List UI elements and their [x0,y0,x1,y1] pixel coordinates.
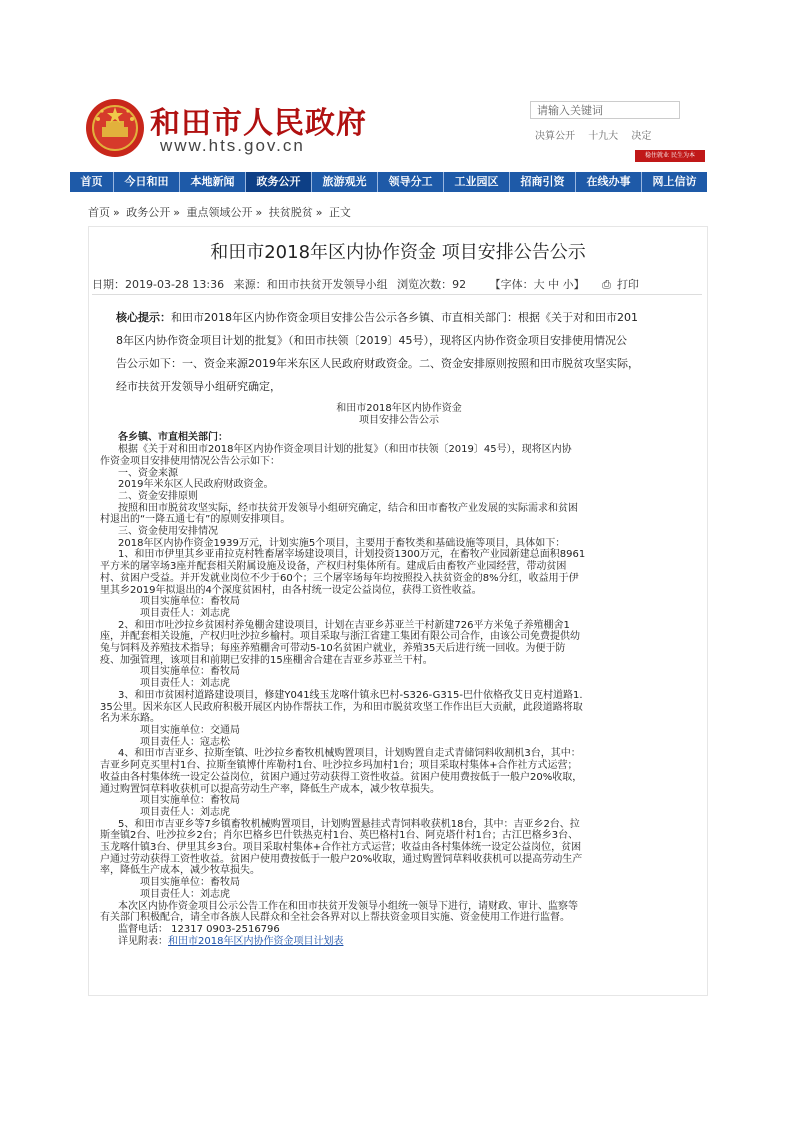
body-line: 项目责任人：刘志虎 [140,678,230,690]
body-line: 根据《关于对和田市2018年区内协作资金项目计划的批复》（和田市扶领〔2019〕45号），现将区内协 [118,444,572,456]
body-line: 3、和田市贫困村道路建设项目，修建Y041线玉龙喀什镇永巴村-S326-G315-巴什依格孜艾日克村道路1. [118,689,583,701]
divider [92,294,702,295]
font-size-selector[interactable]: 【字体：大 中 小】 [489,278,585,291]
search-input[interactable]: 请输入关键词 [530,101,680,119]
body-line: 斯奎镇2台、吐沙拉乡2台；肖尔巴格乡巴什铁热克村1台、英巴格村1台、阿克塔什村1台；古江巴格乡3台、 [100,830,579,842]
body-line: 5、和田市吉亚乡等7乡镇畜牧机械购置项目，计划购置悬挂式青饲料收获机18台，其中：吉亚乡2台、拉 [118,818,580,830]
breadcrumb-item: 正文 [328,206,351,219]
article-body [100,403,698,947]
body-line: 收益由各村集体统一设定公益岗位，贫困户通过劳动获得工资性收益。贫困户使用费按低于一般户20%收取， [100,771,583,783]
body-line: 项目责任人：刘志虎 [140,607,230,619]
body-line: 名为米东路。 [100,713,160,725]
body-line: 率，降低生产成本，减少牧草损失。 [100,865,260,877]
nav-item-petition[interactable]: 网上信访 [652,175,697,188]
nav-item-gov-affairs[interactable]: 政务公开 [246,172,312,192]
breadcrumb-item[interactable]: 政务公开 [126,206,171,219]
article-title: 和田市2018年区内协作资金 项目安排公告公示 [210,242,586,263]
site-title: 和田市人民政府 [150,106,367,141]
hot-words [535,127,661,142]
breadcrumb: 首页 » 政务公开 » 重点领域公开 » 扶贫脱贫 » 正文 [88,206,351,219]
hot-word-link[interactable]: 十九大 [588,131,619,142]
body-line: 玉龙喀什镇3台、伊里其乡3台。项目采取村集体+合作社方式运营；收益由各村集体统一设定公益岗位，贫困 [100,842,582,854]
body-line: 项目实施单位：畜牧局 [140,795,240,807]
summary-line: 告公示如下：一、资金来源2019年米东区人民政府财政资金。二、资金安排原则按照和田市脱贫攻坚实际， [116,357,639,370]
body-line: 二、资金安排原则 [118,490,198,502]
body-line: 2019年米东区人民政府财政资金。 [118,479,274,491]
summary-line: 经市扶贫开发领导小组研究确定， [116,380,281,393]
article-views: 浏览次数：92 [397,278,467,291]
body-line: 项目实施单位：交通局 [140,724,240,736]
nav-item-leadership[interactable]: 领导分工 [378,172,444,192]
attachment-row [100,936,698,948]
body-line: 监督电话： 12317 0903-2516796 [118,923,280,935]
body-line: 项目实施单位：畜牧局 [140,666,240,678]
body-line: 里其乡2019年拟退出的4个深度贫困村，由各村统一设定公益岗位，获得工资性收益。 [100,584,482,596]
summary-line: 8年区内协作资金项目计划的批复》（和田市扶领〔2019〕45号），现将区内协作资金项目安排使用情况公 [116,334,627,347]
body-line: 按照和田市脱贫攻坚实际，经市扶贫开发领导小组研究确定，结合和田市畜牧产业发展的实际需求和贫困 [118,502,578,514]
body-line: 2018年区内协作资金1939万元，计划实施5个项目，主要用于畜牧类和基础设施等项目，具体如下： [118,537,566,549]
body-line: 项目责任人：刘志虎 [140,888,230,900]
body-line: 各乡镇、市直相关部门： [118,432,228,444]
national-emblem-logo [84,97,146,159]
body-line: 2、和田市吐沙拉乡贫困村养兔棚舍建设项目，计划在吉亚乡苏亚兰干村新建726平方米兔子养殖棚舍1 [118,619,570,631]
body-line: 座，并配套相关设施，产权归吐沙拉乡榆村。项目采取与浙江省建工集团有限公司合作，由该公司免费提供幼 [100,631,580,643]
nav-item-home[interactable]: 首页 [70,172,114,192]
doc-subtitle: 项目安排公告公示 [359,414,439,426]
printer-icon: ⎙ [602,278,611,291]
article-date: 日期：2019-03-28 13:36 [92,278,225,291]
body-line: 1、和田市伊里其乡亚甫拉克村牲畜屠宰场建设项目，计划投资1300万元，在畜牧产业园新建总面积8961 [118,549,586,561]
doc-title: 和田市2018年区内协作资金 [336,403,462,414]
nav-item-today[interactable]: 今日和田 [114,172,180,192]
body-line: 兔与饲料及养殖技术指导；每座养殖棚舍可带动5-10名贫困户就业，养殖35天后进行统一回收。为便于防 [100,643,566,655]
summary-line: 和田市2018年区内协作资金项目安排公告公示各乡镇、市直相关部门：根据《关于对和田市201 [171,311,638,324]
article-meta [92,276,692,292]
article-source: 来源：和田市扶贫开发领导小组 [233,278,388,291]
attachment-label: 详见附表： [118,935,168,947]
promo-banner[interactable]: 稳住就业 民生为本 [635,150,705,162]
body-line: 疫、加强管理，该项目和前期已安排的15座棚舍合建在吉亚乡苏亚兰干村。 [100,654,433,666]
body-line: 项目实施单位：畜牧局 [140,877,240,889]
breadcrumb-item[interactable]: 重点领域公开 [186,206,253,219]
body-line: 村、贫困户受益。并开发就业岗位不少于60个；三个屠宰场每年均按照投入扶贫资金的8%分红，收益用于伊 [100,572,579,584]
hot-word-link[interactable]: 决定 [631,131,652,142]
body-line: 4、和田市吉亚乡、拉斯奎镇、吐沙拉乡畜牧机械购置项目，计划购置自走式青储饲料收割机3台，其中： [118,748,581,760]
body-line: 吉亚乡阿克买里村1台、拉斯奎镇博什库勒村1台、吐沙拉乡玛加村1台；项目采取村集体+合作社方式运营； [100,760,578,772]
body-line: 一、资金来源 [118,467,178,479]
print-button[interactable] [602,278,645,291]
print-label: 打印 [616,278,639,291]
body-line: 有关部门积极配合，请全市各族人民群众和全社会各界对以上帮扶资金项目实施、资金使用工作进行监督。 [100,912,570,924]
body-line: 三、资金使用安排情况 [118,526,218,538]
body-line: 项目责任人：刘志虎 [140,806,230,818]
nav-item-tourism[interactable]: 旅游观光 [312,172,378,192]
body-line: 35公里。因米东区人民政府积极开展区内协作帮扶工作，为和田市脱贫攻坚工作作出巨大贡献，此段道路将取 [100,701,583,713]
nav-item-online-service[interactable]: 在线办事 [576,172,642,192]
breadcrumb-item[interactable]: 首页 [88,206,110,219]
hot-word-link[interactable]: 决算公开 [535,131,575,142]
body-line: 通过购置饲草料收获机可以提高劳动生产率，降低生产成本，减少牧草损失。 [100,783,440,795]
summary-label: 核心提示： [116,311,171,324]
site-url: www.hts.gov.cn [160,136,305,155]
body-line: 户通过劳动获得工资性收益。贫困户使用费按低于一般户20%收取，通过购置饲草料收获机可以提高劳动生产 [100,853,583,865]
body-line: 作资金项目安排使用情况公告公示如下： [100,455,280,467]
breadcrumb-item[interactable]: 扶贫脱贫 [268,206,313,219]
body-line: 村退出的“一降五通七有”的原则安排项目。 [100,514,291,526]
body-lines [100,432,698,935]
attachment-link[interactable]: 和田市2018年区内协作资金项目计划表 [168,935,344,947]
nav-item-local-news[interactable]: 本地新闻 [180,172,246,192]
nav-item-investment[interactable]: 招商引资 [510,172,576,192]
body-line: 平方米的屠宰场3座并配套相关附属设施及设备，产权归村集体所有。建成后由畜牧产业园经营，带动贫困 [100,561,567,573]
article-summary [116,306,706,398]
body-line: 项目实施单位：畜牧局 [140,596,240,608]
body-line: 项目责任人：寇志松 [140,736,230,748]
nav-item-industrial-park[interactable]: 工业园区 [444,172,510,192]
main-nav [70,172,707,192]
body-line: 本次区内协作资金项目公示公告工作在和田市扶贫开发领导小组统一领导下进行，请财政、审计、监察等 [118,900,578,912]
